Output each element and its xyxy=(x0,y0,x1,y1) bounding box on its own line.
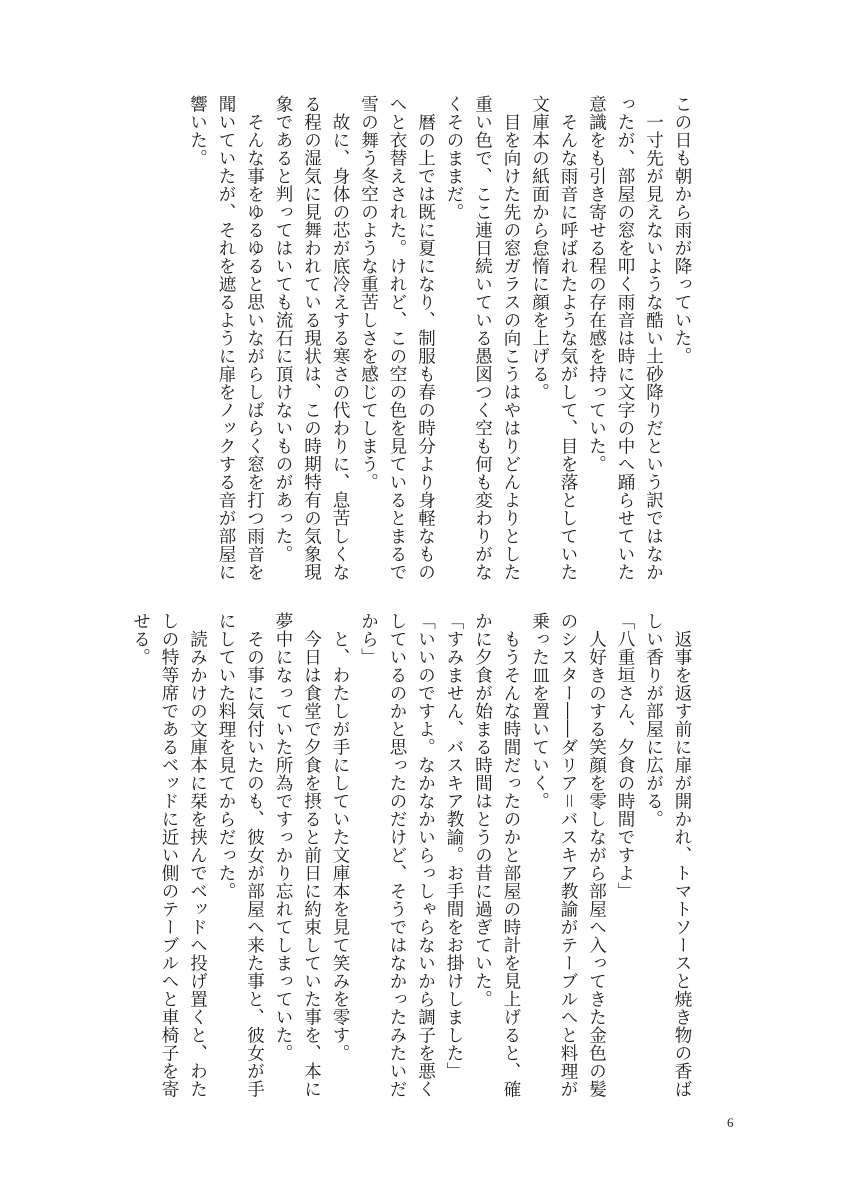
text-line: 意識をも引き寄せる程の存在感を持っていた。 xyxy=(586,95,607,473)
text-block-bottom xyxy=(126,612,696,1098)
text-line: くそのままだ。 xyxy=(444,95,464,221)
text-line: その事に気付いたのも、彼女が部屋へ来た事と、彼女が手 xyxy=(244,612,265,1098)
text-line: 響いた。 xyxy=(187,95,208,167)
text-line: にしていた料理を見てからだった。 xyxy=(216,612,236,900)
text-line: へと衣替えされた。けれど、この空の色を見ているとまるで xyxy=(387,95,407,581)
text-line: しい香りが部屋に広がる。 xyxy=(643,612,664,828)
text-line: から」 xyxy=(358,612,379,666)
text-line: しているのかと思ったのだけど、そうではなかったみたいだ xyxy=(387,612,407,1098)
text-line: そんな雨音に呼ばれたような気がして、目を落としていた xyxy=(558,95,578,581)
text-line: 「すみません、バスキア教諭。お手間をお掛けしました」 xyxy=(444,612,464,1080)
text-line: 乗った皿を置いていく。 xyxy=(529,612,550,810)
text-line: かに夕食が始まる時間はとうの昔に過ぎていた。 xyxy=(472,612,493,1008)
text-line: 故に、身体の芯が底冷えする寒さの代わりに、息苦しくな xyxy=(330,95,350,581)
text-line: 雪の舞う冬空のような重苦しさを感じてしまう。 xyxy=(358,95,379,491)
text-line: この日も朝から雨が降っていた。 xyxy=(672,95,692,365)
text-line: せる。 xyxy=(130,612,151,666)
text-line: 目を向けた先の窓ガラスの向こうはやはりどんよりとした xyxy=(501,95,521,581)
page-number: 6 xyxy=(727,1115,734,1130)
text-line: 暦の上では既に夏になり、制服も春の時分より身軽なもの xyxy=(415,95,436,581)
text-line: しの特等席であるベッドに近い側のテーブルへと車椅子を寄 xyxy=(159,612,179,1098)
text-line: 「八重垣さん、夕食の時間ですよ」 xyxy=(615,612,635,900)
text-line: 人好きのする笑顔を零しながら部屋へ入ってきた金色の髪 xyxy=(586,612,607,1098)
text-line: そんな事をゆるゆると思いながらしばらく窓を打つ雨音を xyxy=(244,95,265,581)
text-line: 今日は食堂で夕食を摂ると前日に約束していた事を、本に xyxy=(301,612,322,1098)
text-line: と、わたしが手にしていた文庫本を見て笑みを零す。 xyxy=(330,612,350,1062)
text-line: 一寸先が見えないような酷い土砂降りだという訳ではなか xyxy=(643,95,664,581)
text-block-top xyxy=(183,95,696,581)
text-line: 読みかけの文庫本に栞を挟んでベッドへ投げ置くと、わた xyxy=(187,612,208,1098)
text-line: もうそんな時間だったのかと部屋の時計を見上げると、確 xyxy=(501,612,521,1098)
text-line: 象であると判ってはいても流石に頂けないものがあった。 xyxy=(273,95,293,563)
text-line: 文庫本の紙面から怠惰に顔を上げる。 xyxy=(529,95,550,401)
text-line: 聞いていたが、それを遮るように扉をノックする音が部屋に xyxy=(216,95,236,581)
text-line: 「いいのですよ。なかなかいらっしゃらないから調子を悪く xyxy=(415,612,436,1098)
text-line: ったが、部屋の窓を叩く雨音は時に文字の中へ踊らせていた xyxy=(615,95,635,581)
text-line: る程の湿気に見舞われている現状は、この時期特有の気象現 xyxy=(301,95,322,581)
text-line: 返事を返す前に扉が開かれ、トマトソースと焼き物の香ば xyxy=(672,612,692,1098)
text-line: 夢中になっていた所為ですっかり忘れてしまっていた。 xyxy=(273,612,293,1062)
text-line: のシスター――ダリア＝バスキア教諭がテーブルへと料理が xyxy=(558,612,578,1098)
text-line: 重い色で、ここ連日続いている愚図つく空も何も変わりがな xyxy=(472,95,493,581)
